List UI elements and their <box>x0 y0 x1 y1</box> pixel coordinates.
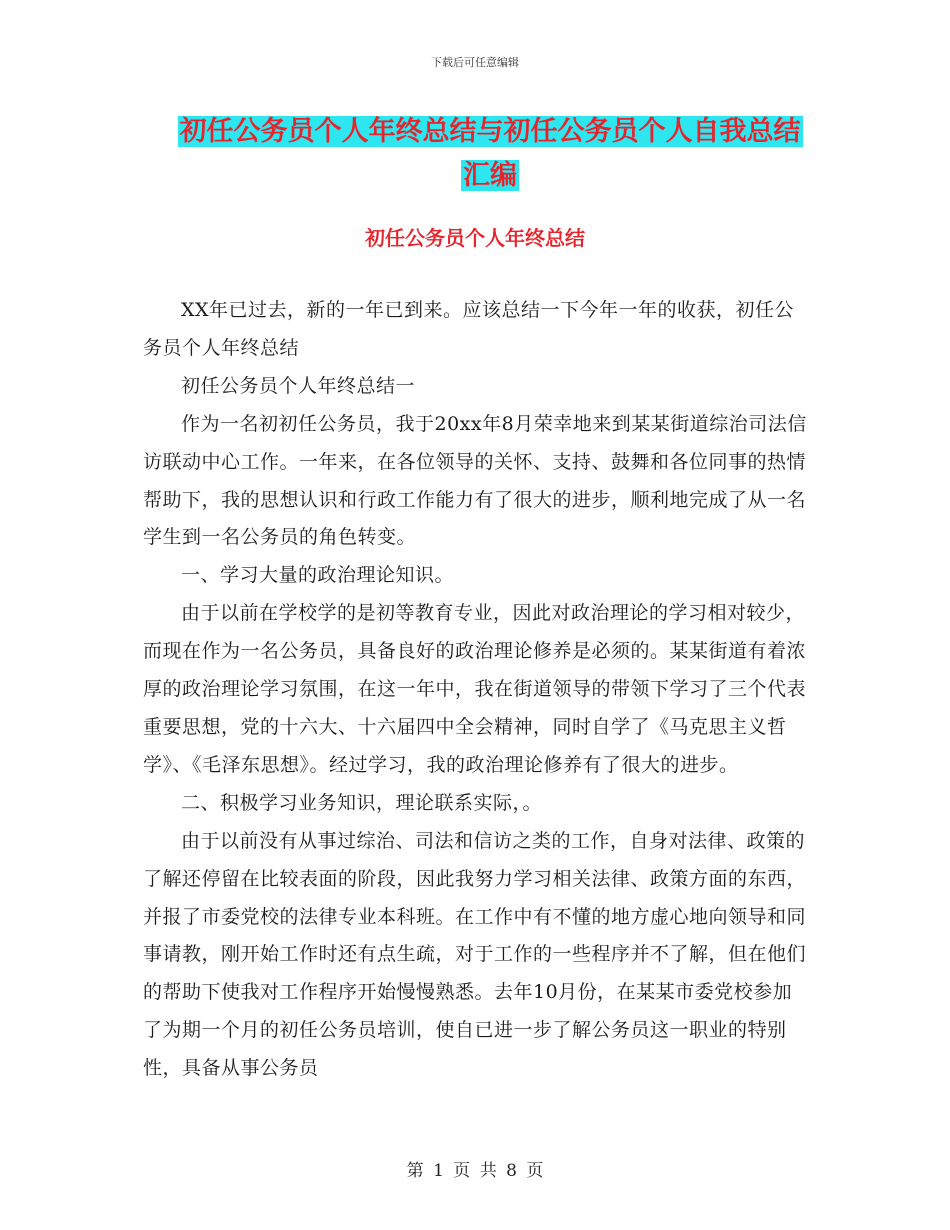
paragraph: 由于以前在学校学的是初等教育专业，因此对政治理论的学习相对较少，而现在作为一名公务员，具备良好的政治理论修养是必须的。某某街道有着浓厚的政治理论学习氛围，在这一年中，我在街道领导的带领下学习了三个代表重要思想，党的十六大、十六届四中全会精神，同时自学了《马克思主义哲学》、《毛泽东思想》。经过学习，我的政治理论修养有了很大的进步。 <box>143 602 807 776</box>
document-title-line-1: 初任公务员个人年终总结与初任公务员个人自我总结 <box>179 116 801 147</box>
header-note: 下载后可任意编辑 <box>431 56 519 69</box>
page-number-footer: 第 1 页 共 8 页 <box>406 1161 544 1181</box>
document-title-line-2: 汇编 <box>463 160 517 191</box>
paragraph: 作为一名初初任公务员，我于20xx年8月荣幸地来到某某街道综治司法信访联动中心工作。一年来，在各位领导的关怀、支持、鼓舞和各位同事的热情帮助下，我的思想认识和行政工作能力有了很大的进步，顺利地完成了从一名学生到一名公务员的角色转变。 <box>143 412 807 549</box>
section-title: 初任公务员个人年终总结 <box>365 226 585 250</box>
paragraph: 一、学习大量的政治理论知识。 <box>181 564 455 587</box>
paragraph: 由于以前没有从事过综治、司法和信访之类的工作，自身对法律、政策的了解还停留在比较表面的阶段，因此我努力学习相关法律、政策方面的东西，并报了市委党校的法律专业本科班。在工作中有不懂的地方虚心地向领导和同事请教，刚开始工作时还有点生疏，对于工作的一些程序并不了解，但在他们的帮助下使我对工作程序开始慢慢熟悉。去年10月份，在某某市委党校参加了为期一个月的初任公务员培训，使自已进一步了解公务员这一职业的特别性，具备从事公务员 <box>143 829 807 1080</box>
paragraph: XX年已过去，新的一年已到来。应该总结一下今年一年的收获，初任公务员个人年终总结 <box>143 299 795 359</box>
document-body <box>143 292 811 1088</box>
paragraph: 二、积极学习业务知识，理论联系实际，。 <box>181 791 543 814</box>
document-title <box>140 110 840 198</box>
paragraph: 初任公务员个人年终总结一 <box>181 374 416 397</box>
